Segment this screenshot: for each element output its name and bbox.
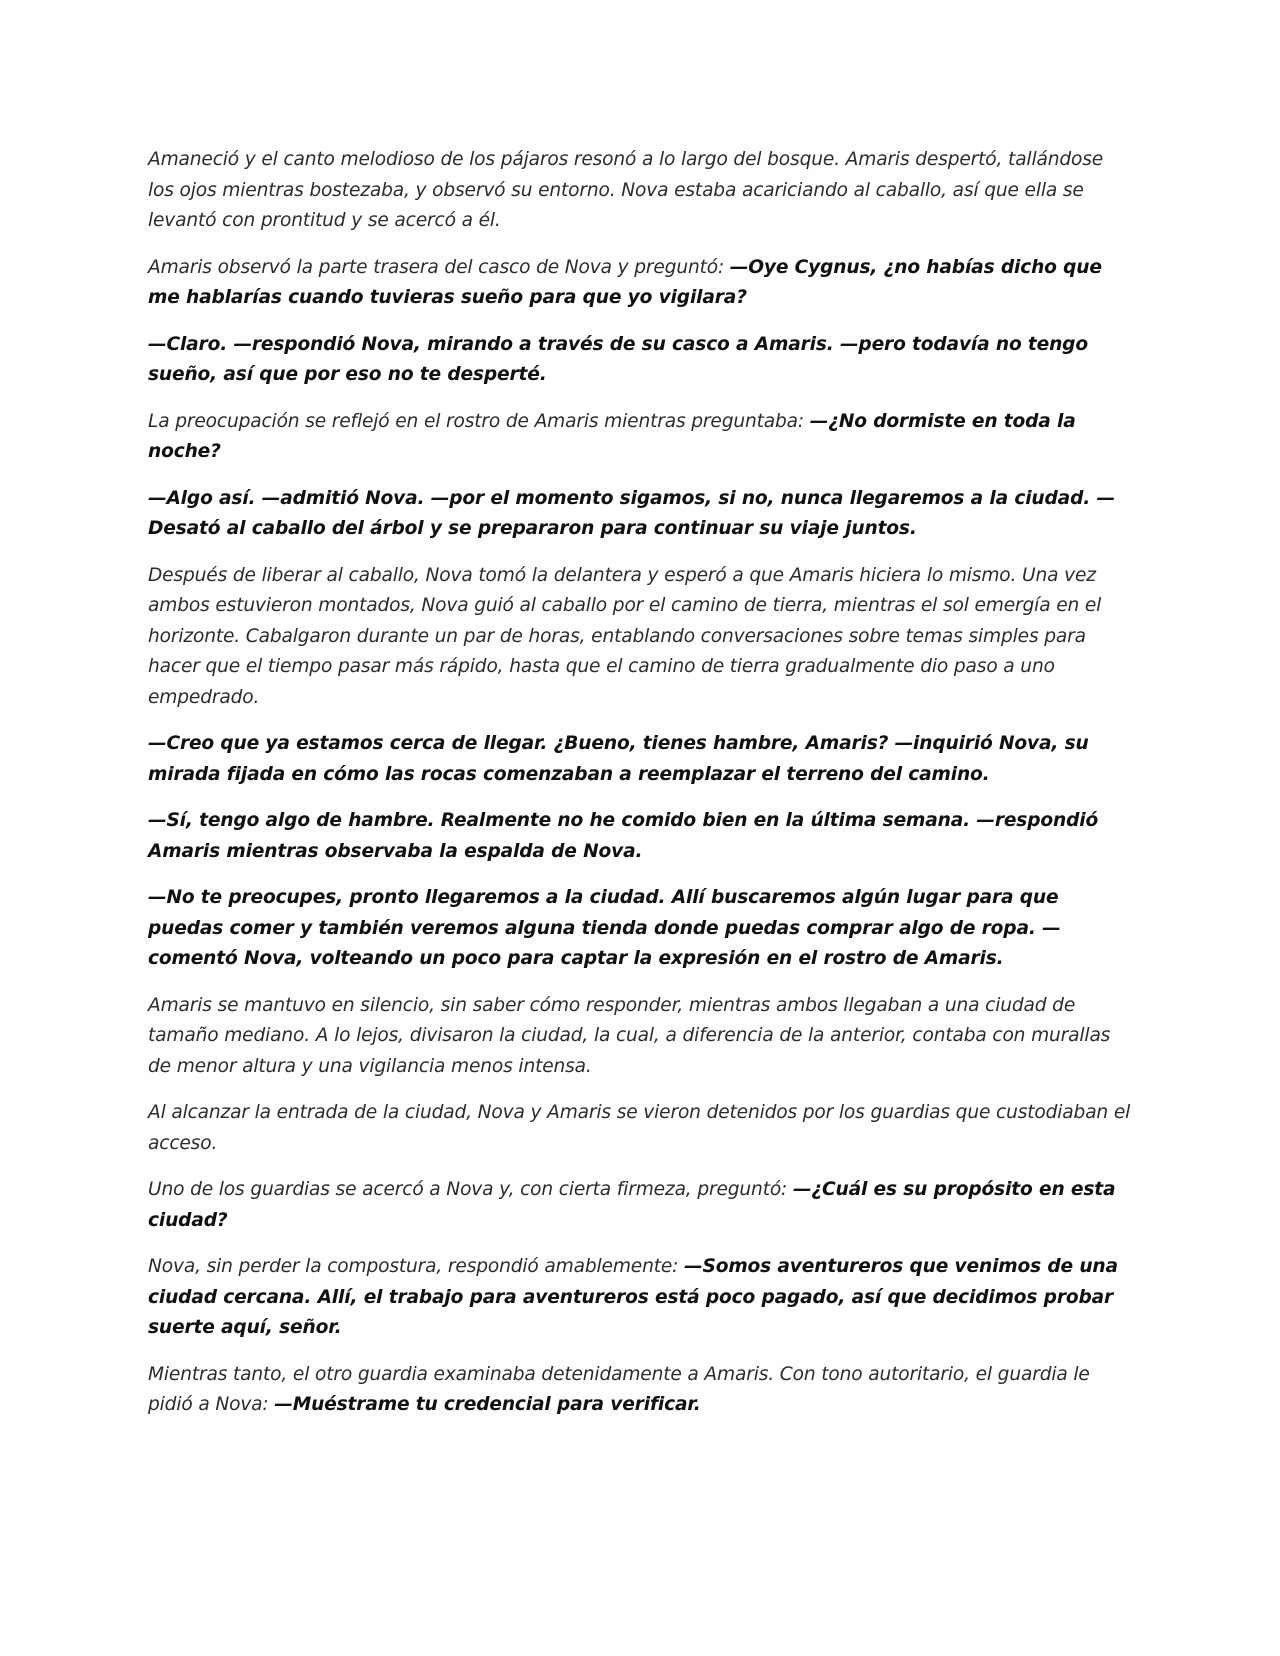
- dialogue-text: —Sí, tengo algo de hambre. Realmente no he comido bien en la última semana. —respondió Amaris mientras observaba la espalda de Nova.: [148, 810, 1099, 862]
- narration-text: Mientras tanto, el otro guardia examinaba detenidamente a Amaris. Con tono autoritario, el guardia le pidió a Nova:: [148, 1363, 1090, 1415]
- paragraph-3: [148, 330, 1133, 391]
- paragraph-12: [148, 1175, 1133, 1236]
- dialogue-text: —Muéstrame tu credencial para verificar.: [274, 1394, 701, 1415]
- paragraph-5: [148, 484, 1133, 545]
- paragraph-14: [148, 1360, 1133, 1421]
- paragraph-9: [148, 883, 1133, 975]
- narration-text: Uno de los guardias se acercó a Nova y, con cierta firmeza, preguntó:: [148, 1179, 793, 1200]
- dialogue-text: —¿Cuál es su propósito en esta ciudad?: [148, 1179, 1116, 1231]
- dialogue-text: —Somos aventureros que venimos de una ciudad cercana. Allí, el trabajo para aventureros está poco pagado, así que decidimos probar suerte aquí, señor.: [148, 1256, 1118, 1338]
- paragraph-13: [148, 1252, 1133, 1344]
- dialogue-text: —Oye Cygnus, ¿no habías dicho que me hablarías cuando tuvieras sueño para que yo vigilara?: [148, 256, 1102, 308]
- dialogue-text: —Creo que ya estamos cerca de llegar. ¿Bueno, tienes hambre, Amaris? —inquirió Nova, su mirada fijada en cómo las rocas comenzaban a reemplazar el terreno del camino.: [148, 733, 1089, 785]
- dialogue-text: —Algo así. —admitió Nova. —por el momento sigamos, si no, nunca llegaremos a la ciudad. —Desató al caballo del árbol y se prepararon para continuar su viaje juntos.: [148, 487, 1115, 539]
- document-page: [148, 145, 1133, 1437]
- paragraph-7: [148, 729, 1133, 790]
- paragraph-4: [148, 407, 1133, 468]
- narration-text: Nova, sin perder la compostura, respondió amablemente:: [148, 1256, 685, 1277]
- dialogue-text: —¿No dormiste en toda la noche?: [148, 410, 1076, 462]
- paragraph-11: [148, 1098, 1133, 1159]
- narration-text: Al alcanzar la entrada de la ciudad, Nova y Amaris se vieron detenidos por los guardias que custodiaban el acceso.: [148, 1102, 1131, 1154]
- narration-text: Amaris se mantuvo en silencio, sin saber cómo responder, mientras ambos llegaban a una ciudad de tamaño mediano. A lo lejos, divisaron la ciudad, la cual, a diferencia de la anterior, contaba con murallas de menor altura y una vigilancia menos intensa.: [148, 994, 1111, 1077]
- paragraph-10: [148, 991, 1133, 1083]
- paragraph-6: [148, 561, 1133, 714]
- narration-text: La preocupación se reflejó en el rostro de Amaris mientras preguntaba:: [148, 410, 810, 432]
- dialogue-text: —No te preocupes, pronto llegaremos a la ciudad. Allí buscaremos algún lugar para que puedas comer y también veremos alguna tienda donde puedas comprar algo de ropa. —comentó Nova, volteando un poco para captar la expresión en el rostro de Amaris.: [148, 887, 1061, 969]
- paragraph-2: [148, 253, 1133, 314]
- dialogue-text: —Claro. —respondió Nova, mirando a través de su casco a Amaris. —pero todavía no tengo sueño, así que por eso no te desperté.: [148, 333, 1088, 385]
- narration-text: Después de liberar al caballo, Nova tomó la delantera y esperó a que Amaris hiciera lo mismo. Una vez ambos estuvieron montados, Nova guió al caballo por el camino de tierra, mientras el sol emergía en el horizonte. Cabalgaron durante un par de horas, entablando conversaciones sobre temas simples para hacer que el tiempo pasar más rápido, hasta que el camino de tierra gradualmente dio paso a uno empedrado.: [148, 564, 1102, 708]
- paragraph-8: [148, 806, 1133, 867]
- narration-text: Amaneció y el canto melodioso de los pájaros resonó a lo largo del bosque. Amaris despertó, tallándose los ojos mientras bostezaba, y observó su entorno. Nova estaba acariciando al caballo, así que ella se levantó con prontitud y se acercó a él.: [148, 149, 1104, 231]
- narration-text: Amaris observó la parte trasera del casco de Nova y preguntó:: [148, 256, 730, 278]
- paragraph-1: [148, 145, 1133, 237]
